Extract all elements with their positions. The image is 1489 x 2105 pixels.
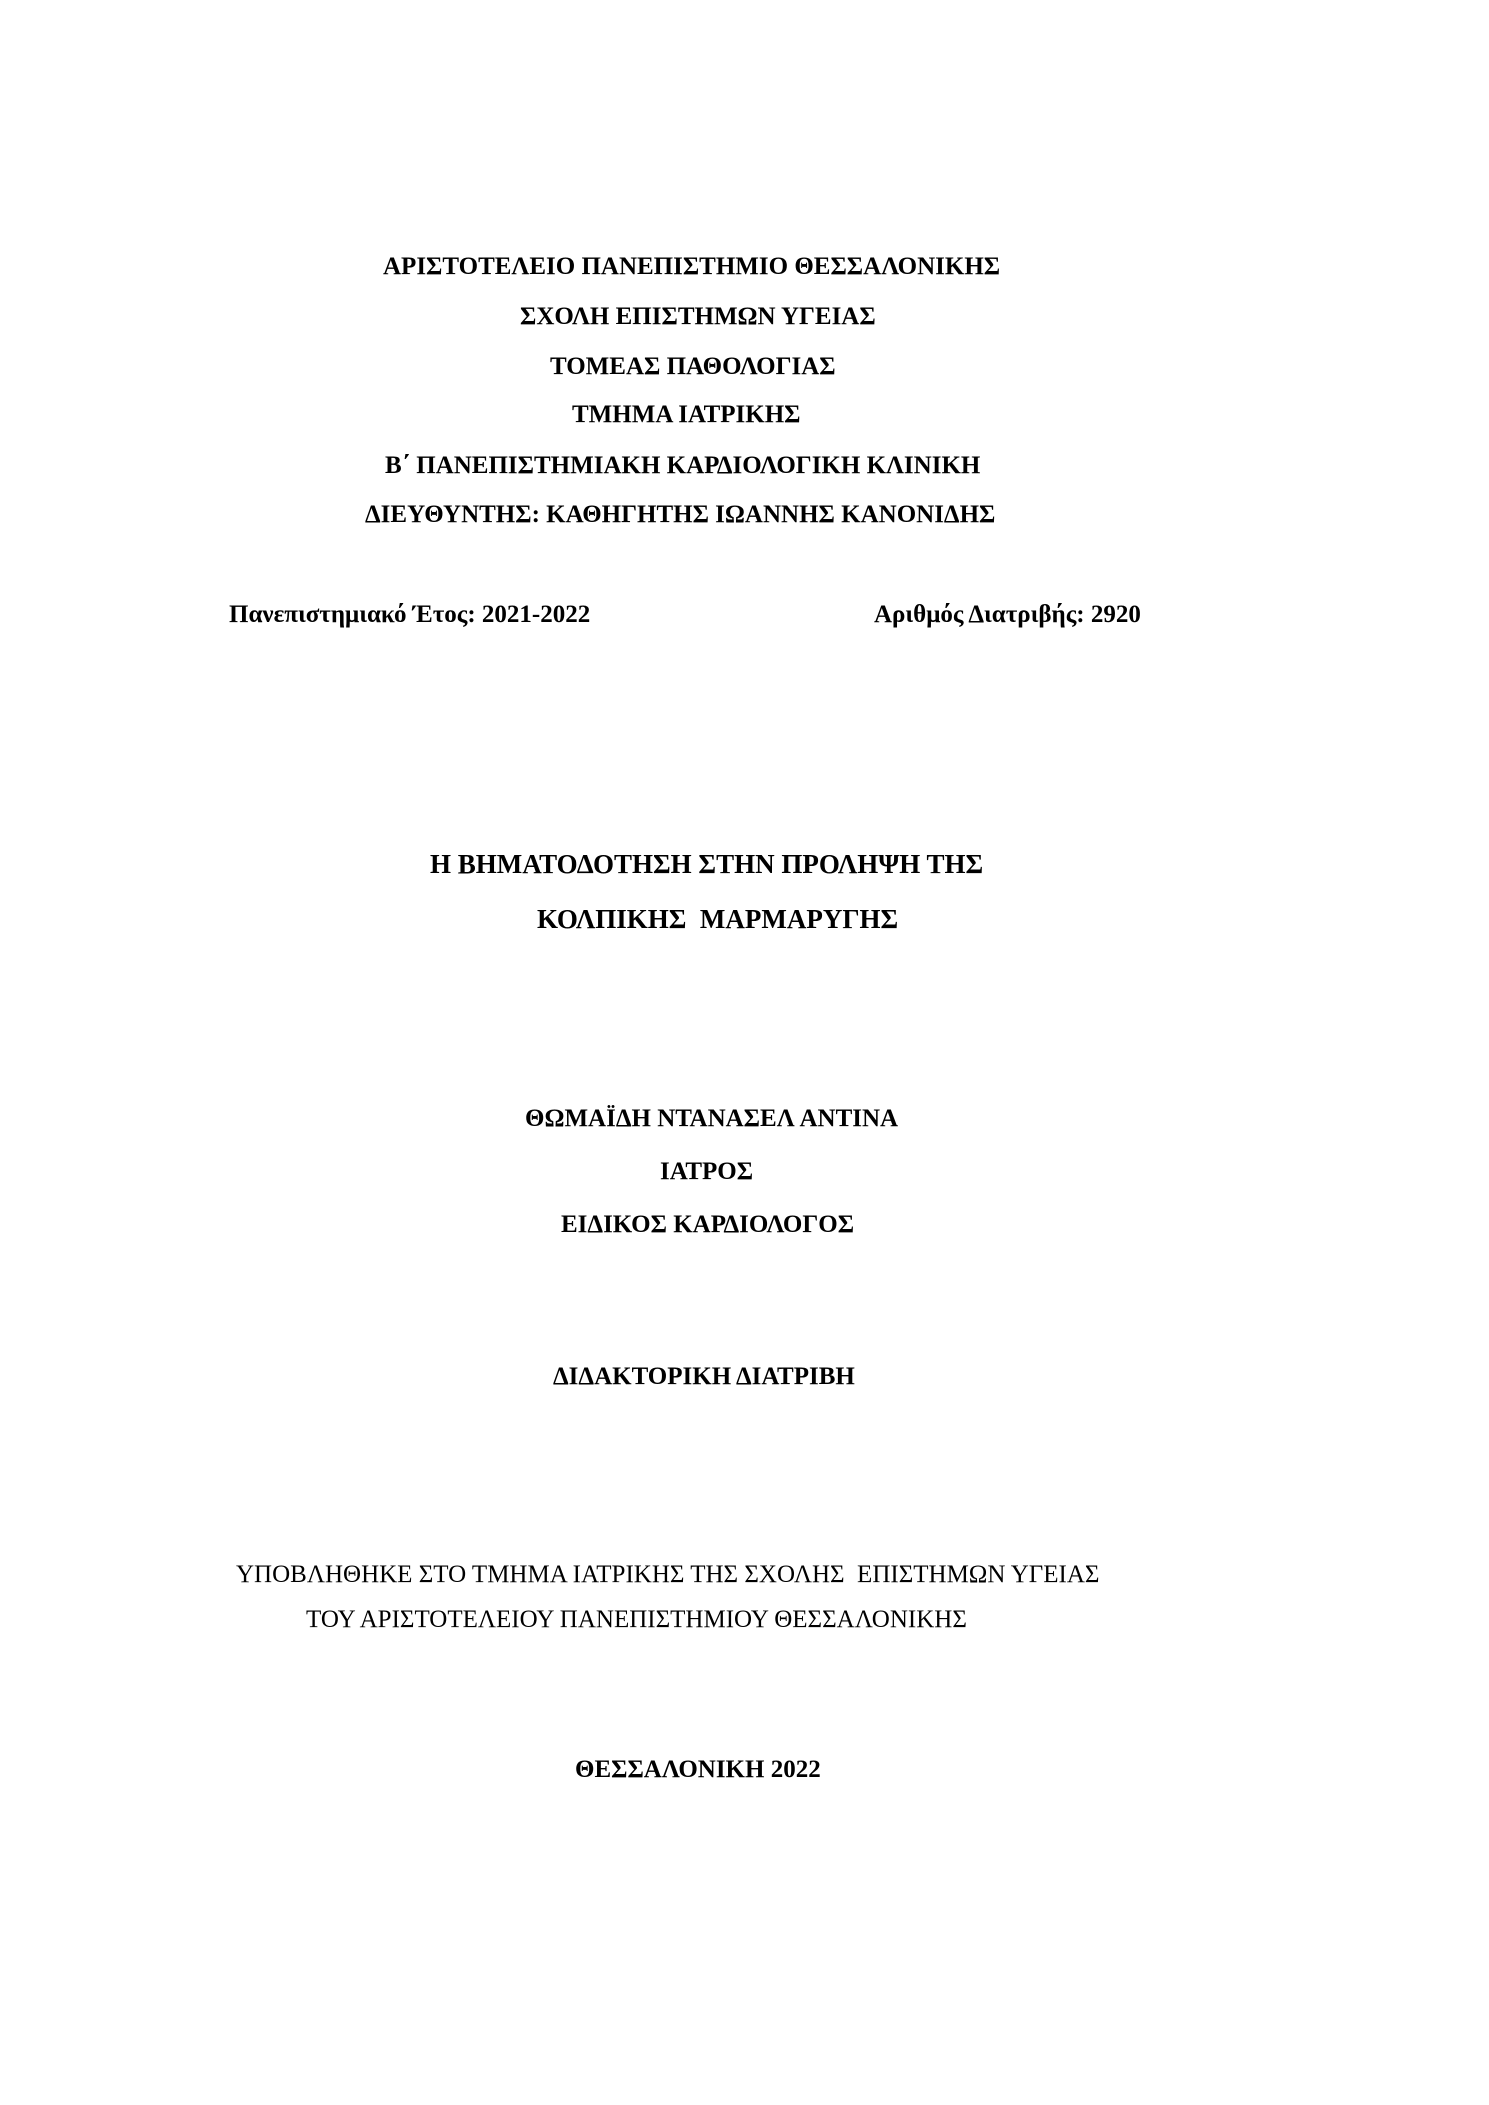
submission-line-1: ΥΠΟΒΛΗΘΗΚΕ ΣΤΟ ΤΜΗΜΑ ΙΑΤΡΙΚΗΣ ΤΗΣ ΣΧΟΛΗΣ ΕΠΙΣΤΗΜΩΝ ΥΓΕΙΑΣ — [236, 1561, 1100, 1588]
thesis-title-line-1: Η ΒΗΜΑΤΟΔΟΤΗΣΗ ΣΤΗΝ ΠΡΟΛΗΨΗ ΤΗΣ — [430, 849, 984, 879]
department-name: ΤΜΗΜΑ ΙΑΤΡΙΚΗΣ — [572, 401, 801, 428]
clinic-name: Β΄ ΠΑΝΕΠΙΣΤΗΜΙΑΚΗ ΚΑΡΔΙΟΛΟΓΙΚΗ ΚΛΙΝΙΚΗ — [385, 452, 981, 479]
place-year: ΘΕΣΣΑΛΟΝΙΚΗ 2022 — [575, 1756, 821, 1783]
author-profession: ΙΑΤΡΟΣ — [660, 1158, 754, 1185]
sector-name: ΤΟΜΕΑΣ ΠΑΘΟΛΟΓΙΑΣ — [550, 353, 836, 380]
director-line: ΔΙΕΥΘΥΝΤΗΣ: ΚΑΘΗΓΗΤΗΣ ΙΩΑΝΝΗΣ ΚΑΝΟΝΙΔΗΣ — [365, 501, 996, 528]
author-specialty: ΕΙΔΙΚΟΣ ΚΑΡΔΙΟΛΟΓΟΣ — [561, 1211, 855, 1238]
submission-line-2: ΤΟΥ ΑΡΙΣΤΟΤΕΛΕΙΟΥ ΠΑΝΕΠΙΣΤΗΜΙΟΥ ΘΕΣΣΑΛΟΝΙΚΗΣ — [306, 1606, 967, 1633]
document-type: ΔΙΔΑΚΤΟΡΙΚΗ ΔΙΑΤΡΙΒΗ — [553, 1363, 855, 1390]
school-name: ΣΧΟΛΗ ΕΠΙΣΤΗΜΩΝ ΥΓΕΙΑΣ — [520, 303, 876, 330]
thesis-number: Αριθμός Διατριβής: 2920 — [874, 601, 1141, 628]
university-name: ΑΡΙΣΤΟΤΕΛΕΙΟ ΠΑΝΕΠΙΣΤΗΜΙΟ ΘΕΣΣΑΛΟΝΙΚΗΣ — [383, 253, 1001, 280]
author-name: ΘΩΜΑΪΔΗ ΝΤΑΝΑΣΕΛ ΑΝΤΙΝΑ — [525, 1105, 899, 1132]
academic-year: Πανεπιστημιακό Έτος: 2021-2022 — [229, 601, 591, 628]
thesis-title-line-2: ΚΟΛΠΙΚΗΣ ΜΑΡΜΑΡΥΓΗΣ — [537, 904, 899, 934]
